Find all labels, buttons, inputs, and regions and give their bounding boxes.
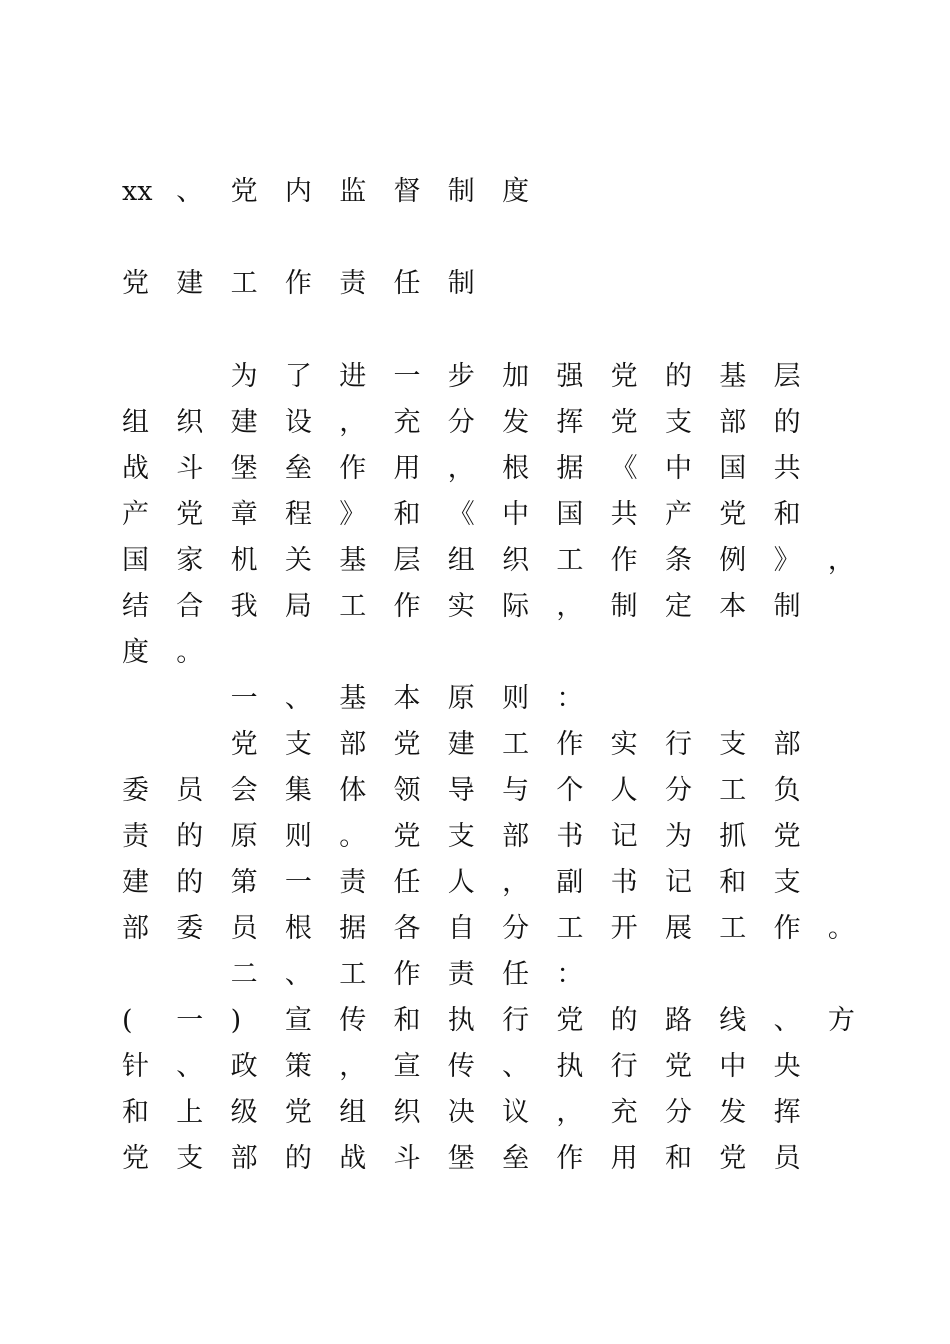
text-char: 战 xyxy=(339,1143,367,1174)
text-char: 国 xyxy=(719,453,747,484)
text-char: 为 xyxy=(664,821,692,852)
text-char: 、 xyxy=(284,959,312,990)
text-char: 织 xyxy=(176,407,204,438)
text-char: 党 xyxy=(393,729,421,760)
text-char: 党 xyxy=(664,1051,692,1082)
text-char: 机 xyxy=(230,545,258,576)
body-line xyxy=(122,541,882,581)
text-char: ， xyxy=(502,867,530,898)
text-char: 央 xyxy=(773,1051,801,1082)
text-char: 的 xyxy=(176,867,204,898)
text-char: ， xyxy=(556,1097,584,1128)
text-char: 、 xyxy=(502,1051,530,1082)
text-char: 监 xyxy=(339,176,367,207)
text-char: ， xyxy=(339,407,367,438)
text-char: xx xyxy=(122,176,153,207)
text-char: 二 xyxy=(230,959,258,990)
indent-space xyxy=(176,725,230,765)
text-char: 工 xyxy=(719,775,747,806)
document-heading xyxy=(122,172,556,212)
text-char: ， xyxy=(339,1051,367,1082)
text-char: 部 xyxy=(339,729,367,760)
text-char: 党 xyxy=(610,361,638,392)
text-char: 基 xyxy=(339,545,367,576)
body-line xyxy=(122,495,828,535)
text-char: 《 xyxy=(447,499,475,530)
text-char: 产 xyxy=(122,499,149,530)
text-char: 挥 xyxy=(773,1097,801,1128)
text-char: 党 xyxy=(284,1097,312,1128)
text-char: 和 xyxy=(393,1005,421,1036)
text-char: 定 xyxy=(664,591,692,622)
text-char: 部 xyxy=(719,407,747,438)
text-char: 织 xyxy=(502,545,530,576)
text-char: 行 xyxy=(664,729,692,760)
text-char: 内 xyxy=(284,176,312,207)
text-char: 结 xyxy=(122,591,149,622)
text-char: 、 xyxy=(284,683,312,714)
text-char: 建 xyxy=(122,867,149,898)
text-char: 的 xyxy=(176,821,204,852)
text-char: 垒 xyxy=(502,1143,530,1174)
indent-space xyxy=(176,357,230,397)
text-char: 方 xyxy=(827,1005,855,1036)
text-char: 分 xyxy=(502,913,530,944)
body-line xyxy=(122,863,828,903)
text-char: 作 xyxy=(339,453,367,484)
text-char: 展 xyxy=(664,913,692,944)
text-char: 。 xyxy=(827,913,855,944)
text-char: 作 xyxy=(393,959,421,990)
text-char: 《 xyxy=(610,453,638,484)
text-char: 一 xyxy=(393,361,421,392)
text-char: 的 xyxy=(773,407,801,438)
text-char: 层 xyxy=(393,545,421,576)
text-char: 工 xyxy=(339,959,367,990)
text-char: 。 xyxy=(339,821,367,852)
text-char: 中 xyxy=(719,1051,747,1082)
text-char: 则 xyxy=(502,683,530,714)
text-char: 据 xyxy=(556,453,584,484)
body-line xyxy=(122,909,882,949)
text-char: 斗 xyxy=(176,453,204,484)
text-char: 和 xyxy=(393,499,421,530)
text-char: 的 xyxy=(610,1005,638,1036)
text-char: 垒 xyxy=(284,453,312,484)
text-char: 本 xyxy=(719,591,747,622)
text-char: 自 xyxy=(447,913,475,944)
text-char: 工 xyxy=(339,591,367,622)
text-char: 支 xyxy=(284,729,312,760)
text-char: 路 xyxy=(664,1005,692,1036)
text-char: 设 xyxy=(284,407,312,438)
text-char: 责 xyxy=(339,268,367,299)
text-char: 建 xyxy=(447,729,475,760)
text-char: 斗 xyxy=(393,1143,421,1174)
text-char: 督 xyxy=(393,176,421,207)
text-char: 党 xyxy=(230,176,258,207)
text-char: 党 xyxy=(719,1143,747,1174)
text-char: 任 xyxy=(393,268,421,299)
text-char: 合 xyxy=(176,591,204,622)
text-char: 副 xyxy=(556,867,584,898)
text-char: 责 xyxy=(339,867,367,898)
text-char: 战 xyxy=(122,453,149,484)
text-char: 和 xyxy=(773,499,801,530)
text-char: 原 xyxy=(447,683,475,714)
text-char: 中 xyxy=(664,453,692,484)
text-char: 度 xyxy=(502,176,530,207)
text-char: 、 xyxy=(176,176,204,207)
text-char: 作 xyxy=(393,591,421,622)
text-char: 用 xyxy=(393,453,421,484)
text-char: 行 xyxy=(502,1005,530,1036)
text-char: 局 xyxy=(284,591,312,622)
body-line xyxy=(122,1047,828,1087)
text-char: 挥 xyxy=(556,407,584,438)
text-char: 抓 xyxy=(719,821,747,852)
text-char: 度 xyxy=(122,637,149,668)
text-char: 支 xyxy=(176,1143,204,1174)
indent-space xyxy=(176,955,230,995)
text-char: 本 xyxy=(393,683,421,714)
text-char: 家 xyxy=(176,545,204,576)
text-char: 为 xyxy=(230,361,258,392)
text-char: 原 xyxy=(230,821,258,852)
text-char: 党 xyxy=(122,1143,149,1174)
text-char: 各 xyxy=(393,913,421,944)
text-char: 实 xyxy=(447,591,475,622)
text-char: 进 xyxy=(339,361,367,392)
text-char: 负 xyxy=(773,775,801,806)
text-char: 组 xyxy=(122,407,149,438)
text-char: ， xyxy=(447,453,475,484)
text-char: 堡 xyxy=(230,453,258,484)
text-char: 了 xyxy=(284,361,312,392)
text-char: 策 xyxy=(284,1051,312,1082)
text-char: 例 xyxy=(719,545,747,576)
text-char: 则 xyxy=(284,821,312,852)
text-char: 建 xyxy=(176,268,204,299)
text-char: 分 xyxy=(447,407,475,438)
text-char: 关 xyxy=(284,545,312,576)
text-char: 共 xyxy=(610,499,638,530)
text-char: 宣 xyxy=(284,1005,312,1036)
text-char: 议 xyxy=(502,1097,530,1128)
text-char: 用 xyxy=(610,1143,638,1174)
text-char: 支 xyxy=(773,867,801,898)
body-line xyxy=(122,633,231,673)
text-char: 加 xyxy=(502,361,530,392)
text-char: 根 xyxy=(502,453,530,484)
text-char: 》 xyxy=(773,545,801,576)
body-line xyxy=(122,403,828,443)
text-char: 一 xyxy=(230,683,258,714)
text-char: 体 xyxy=(339,775,367,806)
text-char: 国 xyxy=(556,499,584,530)
text-char: 实 xyxy=(610,729,638,760)
body-line xyxy=(122,449,828,489)
text-char: 层 xyxy=(773,361,801,392)
text-char: 工 xyxy=(230,268,258,299)
text-char: 制 xyxy=(610,591,638,622)
text-char: 书 xyxy=(556,821,584,852)
text-char: 充 xyxy=(610,1097,638,1128)
text-char: 作 xyxy=(556,1143,584,1174)
text-char: 书 xyxy=(610,867,638,898)
text-char: 织 xyxy=(393,1097,421,1128)
text-char: 工 xyxy=(719,913,747,944)
text-char: 员 xyxy=(773,1143,801,1174)
body-line xyxy=(122,725,828,765)
text-char: ( xyxy=(122,1005,133,1036)
text-char: 发 xyxy=(502,407,530,438)
text-char: 会 xyxy=(230,775,258,806)
text-char: ： xyxy=(556,959,584,990)
indent-space xyxy=(122,955,176,995)
text-char: 的 xyxy=(664,361,692,392)
text-char: 作 xyxy=(284,268,312,299)
text-char: 委 xyxy=(176,913,204,944)
text-char: 我 xyxy=(230,591,258,622)
text-char: 条 xyxy=(664,545,692,576)
text-char: 责 xyxy=(447,959,475,990)
text-char: 责 xyxy=(122,821,149,852)
text-char: 部 xyxy=(230,1143,258,1174)
text-char: 制 xyxy=(447,176,475,207)
text-char: 程 xyxy=(284,499,312,530)
text-char: 支 xyxy=(719,729,747,760)
text-char: 步 xyxy=(447,361,475,392)
text-char: 》 xyxy=(339,499,367,530)
text-char: 一 xyxy=(284,867,312,898)
text-char: 委 xyxy=(122,775,149,806)
text-char: 组 xyxy=(339,1097,367,1128)
text-char: 支 xyxy=(664,407,692,438)
text-char: 国 xyxy=(122,545,149,576)
text-char: 第 xyxy=(230,867,258,898)
text-char: ， xyxy=(556,591,584,622)
text-char: 党 xyxy=(556,1005,584,1036)
text-char: 党 xyxy=(393,821,421,852)
text-char: 部 xyxy=(122,913,149,944)
text-char: 执 xyxy=(447,1005,475,1036)
text-char: 领 xyxy=(393,775,421,806)
text-char: 导 xyxy=(447,775,475,806)
text-char: 党 xyxy=(610,407,638,438)
text-char: 产 xyxy=(664,499,692,530)
text-char: 组 xyxy=(447,545,475,576)
text-char: 建 xyxy=(230,407,258,438)
text-char: 党 xyxy=(719,499,747,530)
text-char: 分 xyxy=(664,1097,692,1128)
text-char: 根 xyxy=(284,913,312,944)
text-char: 一 xyxy=(176,1005,204,1036)
text-char: 、 xyxy=(176,1051,204,1082)
text-char: 决 xyxy=(447,1097,475,1128)
text-char: 党 xyxy=(176,499,204,530)
text-char: 政 xyxy=(230,1051,258,1082)
text-char: 开 xyxy=(610,913,638,944)
text-char: 个 xyxy=(556,775,584,806)
text-char: 行 xyxy=(610,1051,638,1082)
text-char: 、 xyxy=(773,1005,801,1036)
body-line xyxy=(122,1139,828,1179)
text-char: 和 xyxy=(664,1143,692,1174)
text-char: 集 xyxy=(284,775,312,806)
text-char: 充 xyxy=(393,407,421,438)
text-char: ， xyxy=(827,545,855,576)
text-char: 章 xyxy=(230,499,258,530)
text-char: 党 xyxy=(230,729,258,760)
text-char: 。 xyxy=(176,637,204,668)
text-char: 基 xyxy=(719,361,747,392)
text-char: 工 xyxy=(556,913,584,944)
text-char: 人 xyxy=(447,867,475,898)
text-char: 任 xyxy=(393,867,421,898)
text-char: 制 xyxy=(773,591,801,622)
section-heading xyxy=(122,679,611,719)
text-char: 线 xyxy=(719,1005,747,1036)
text-char: 共 xyxy=(773,453,801,484)
body-line xyxy=(122,357,828,397)
body-line xyxy=(122,1001,882,1041)
text-char: 作 xyxy=(773,913,801,944)
text-char: 级 xyxy=(230,1097,258,1128)
text-char: 堡 xyxy=(447,1143,475,1174)
text-char: 中 xyxy=(502,499,530,530)
text-char: 员 xyxy=(176,775,204,806)
text-char: 分 xyxy=(664,775,692,806)
text-char: 任 xyxy=(502,959,530,990)
text-char: 部 xyxy=(773,729,801,760)
text-char: 和 xyxy=(122,1097,149,1128)
text-char: 工 xyxy=(556,545,584,576)
text-char: 记 xyxy=(610,821,638,852)
document-subtitle xyxy=(122,264,502,304)
text-char: 和 xyxy=(719,867,747,898)
indent-space xyxy=(122,357,176,397)
text-char: 制 xyxy=(447,268,475,299)
text-char: 传 xyxy=(447,1051,475,1082)
text-char: 记 xyxy=(664,867,692,898)
body-line xyxy=(122,817,828,857)
text-char: 支 xyxy=(447,821,475,852)
text-char: 据 xyxy=(339,913,367,944)
text-char: 执 xyxy=(556,1051,584,1082)
section-heading xyxy=(122,955,611,995)
indent-space xyxy=(122,725,176,765)
text-char: 的 xyxy=(284,1143,312,1174)
text-char: ： xyxy=(556,683,584,714)
text-char: 作 xyxy=(556,729,584,760)
text-char: 基 xyxy=(339,683,367,714)
indent-space xyxy=(122,679,176,719)
text-char: 人 xyxy=(610,775,638,806)
text-char: 作 xyxy=(610,545,638,576)
text-char: 际 xyxy=(502,591,530,622)
text-char: 部 xyxy=(502,821,530,852)
text-char: 党 xyxy=(122,268,149,299)
text-char: 工 xyxy=(502,729,530,760)
text-char: 发 xyxy=(719,1097,747,1128)
text-char: 上 xyxy=(176,1097,204,1128)
text-char: 强 xyxy=(556,361,584,392)
text-char: 传 xyxy=(339,1005,367,1036)
body-line xyxy=(122,587,828,627)
text-char: 与 xyxy=(502,775,530,806)
body-line xyxy=(122,1093,828,1133)
text-char: 针 xyxy=(122,1051,149,1082)
indent-space xyxy=(176,679,230,719)
text-char: ) xyxy=(230,1005,242,1036)
text-char: 员 xyxy=(230,913,258,944)
text-char: 党 xyxy=(773,821,801,852)
body-line xyxy=(122,771,828,811)
text-char: 宣 xyxy=(393,1051,421,1082)
